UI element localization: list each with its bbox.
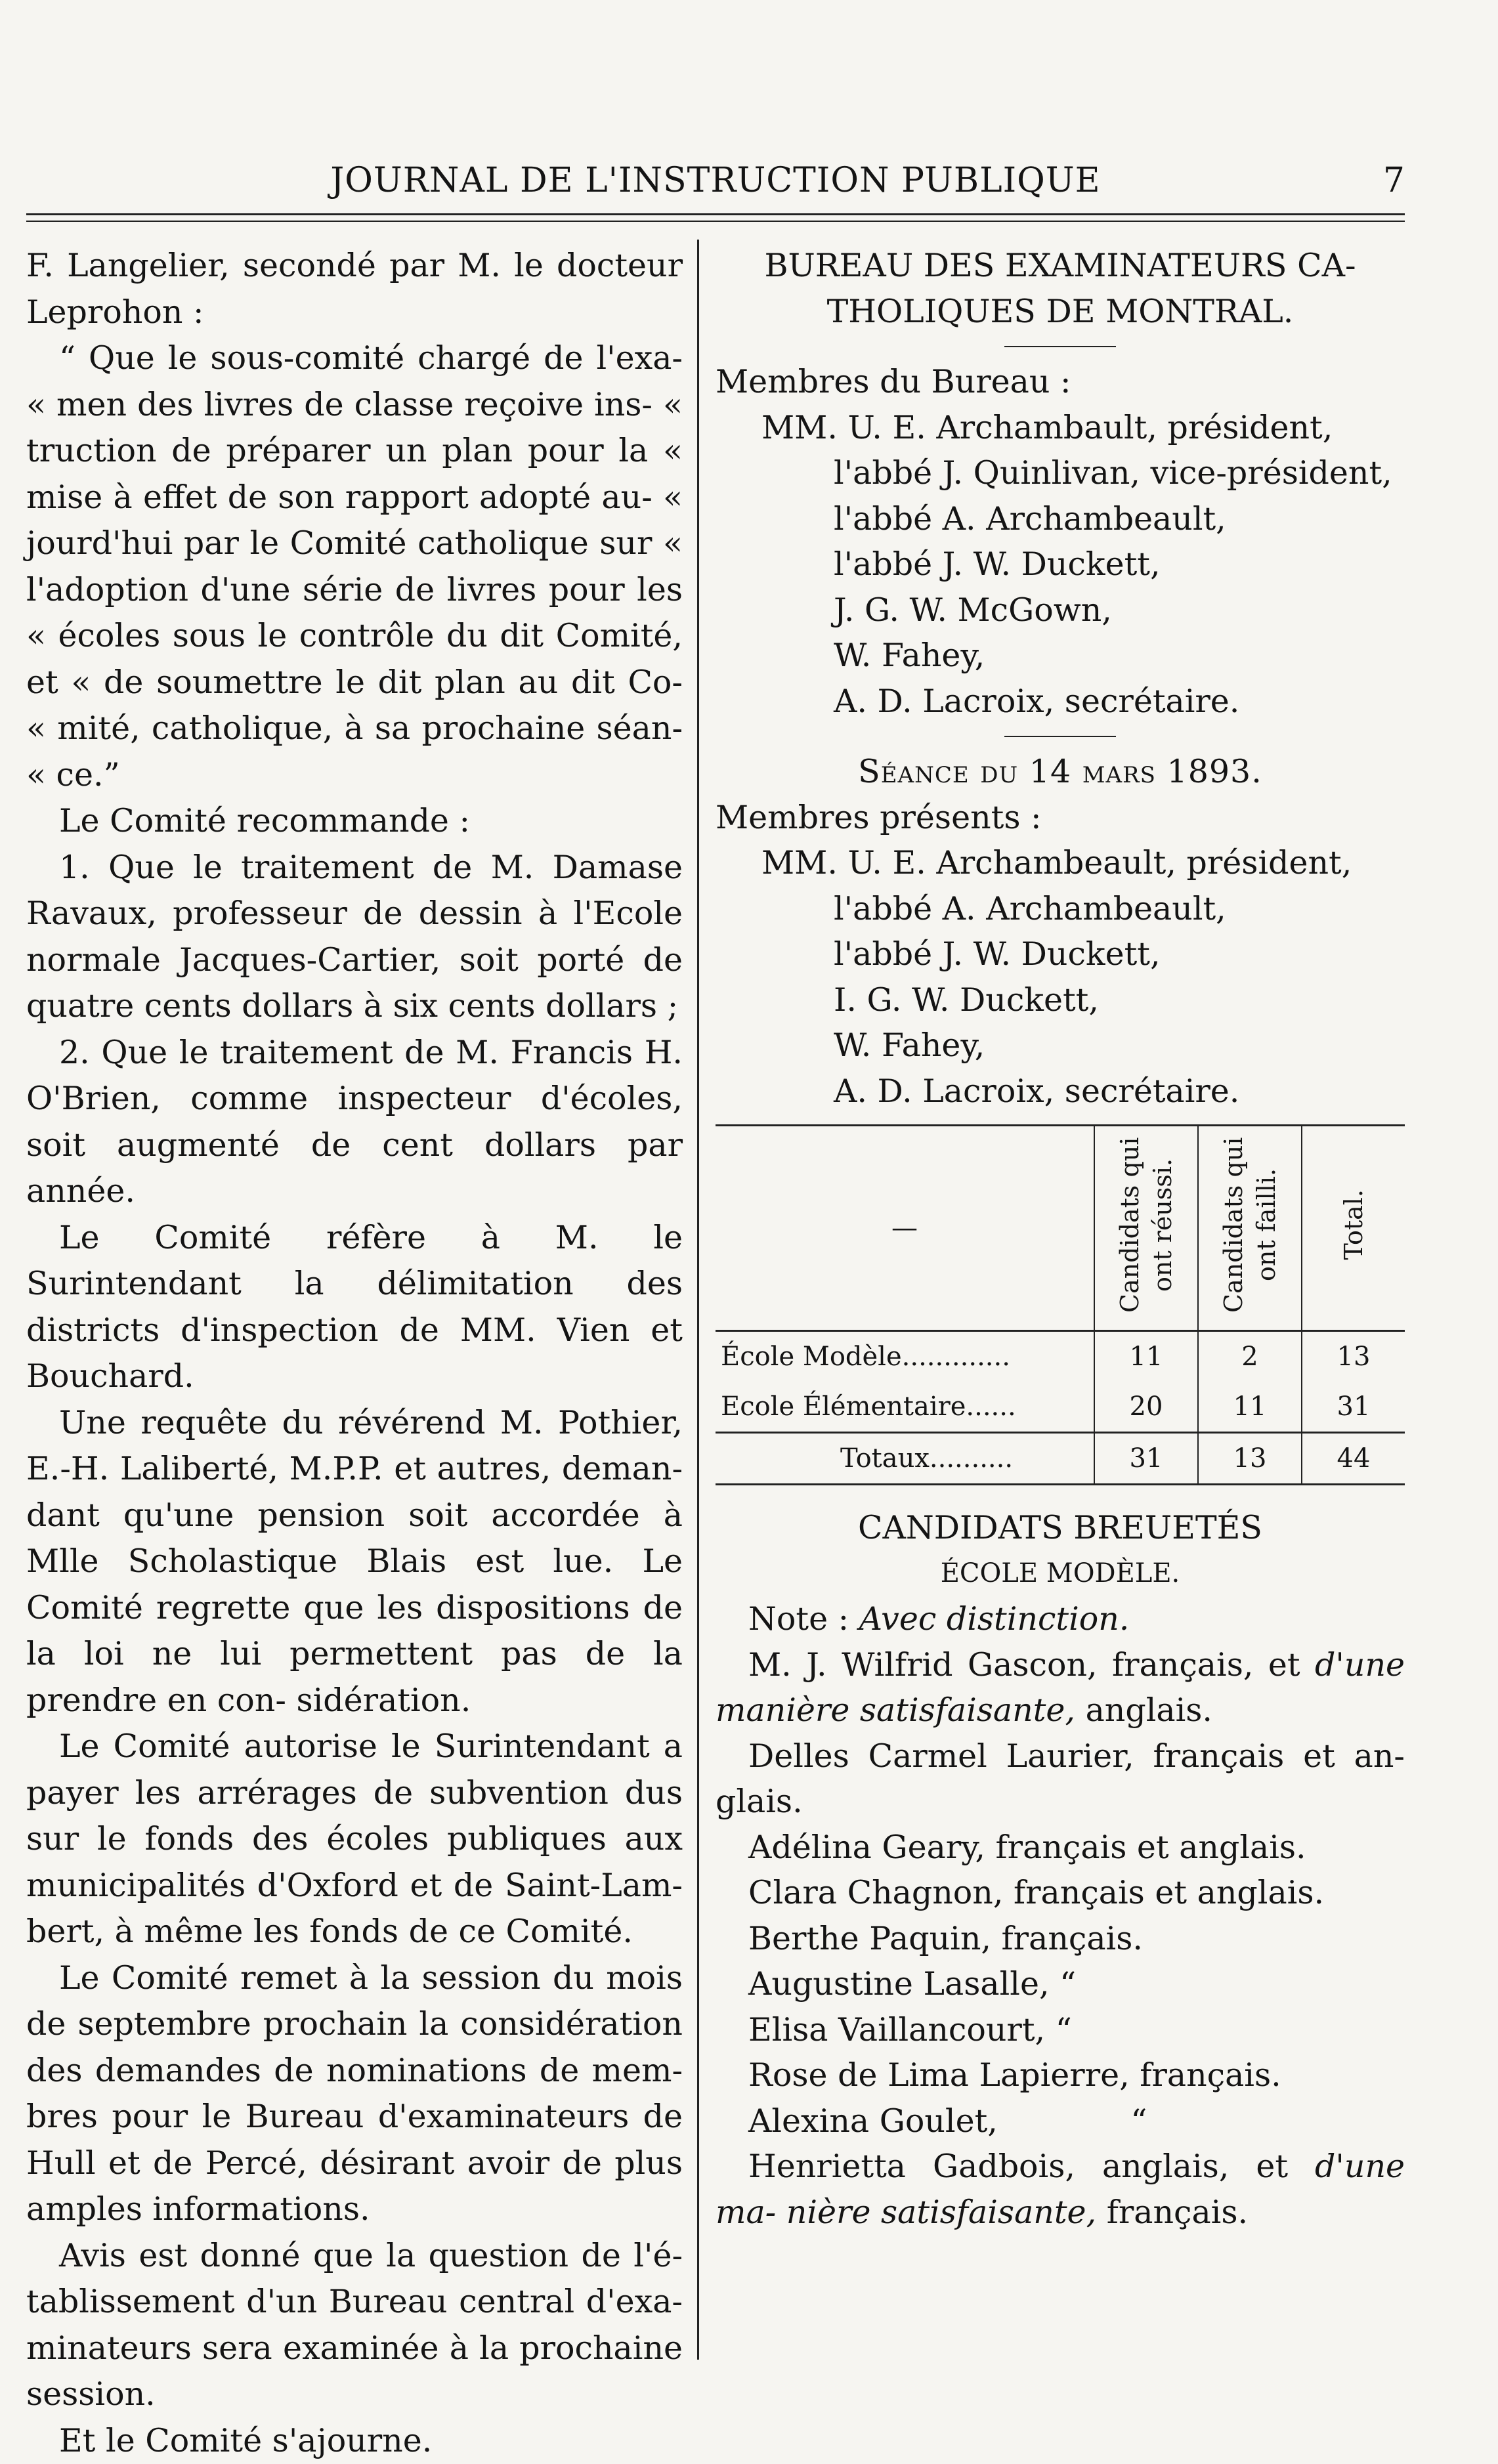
- header-text: Candidats qui ont failli.: [1217, 1126, 1283, 1323]
- members-label: Membres du Bureau :: [716, 359, 1405, 405]
- paragraph: Le Comité réfère à M. le Surintendant la délimitation des districts d'inspection de MM. Vien et Bouchard.: [26, 1215, 683, 1400]
- row-label: École Modèle.............: [716, 1331, 1094, 1382]
- paragraph: Le Comité recommande :: [26, 798, 683, 845]
- candidate-line: Rose de Lima Lapierre, français.: [716, 2052, 1405, 2098]
- page-number: 7: [1383, 161, 1405, 200]
- table-row: [716, 1331, 1405, 1382]
- results-table: [716, 1124, 1405, 1485]
- present-line: I. G. W. Duckett,: [716, 977, 1405, 1023]
- paragraph: 1. Que le traitement de M. Damase Ravaux, professeur de dessin à l'Ecole normale Jacques-Cartier, soit porté de quatre cents dollars à six cents dollars ;: [26, 845, 683, 1030]
- candidate-line: Adélina Geary, français et anglais.: [716, 1825, 1405, 1871]
- member-line: J. G. W. McGown,: [716, 587, 1405, 633]
- member-line: A. D. Lacroix, secrétaire.: [716, 679, 1405, 725]
- column-header-passed: [1094, 1126, 1198, 1331]
- bureau-title: BUREAU DES EXAMINATEURS CA- THOLIQUES DE MONTRAL.: [716, 243, 1405, 334]
- total-total: 44: [1302, 1433, 1405, 1485]
- candidate-line: Augustine Lasalle, “: [716, 1961, 1405, 2007]
- member-line: l'abbé J. W. Duckett,: [716, 542, 1405, 587]
- candidate-line: Elisa Vaillancourt, “: [716, 2007, 1405, 2053]
- note-text: Avec distinction.: [859, 1600, 1130, 1638]
- paragraph: Le Comité autorise le Surintendant a payer les arrérages de subvention dus sur le fonds des écoles publiques aux municipalités d'Oxford et de Saint-Lam- bert, à même les fonds de ce Comité.: [26, 1724, 683, 1955]
- right-column: [716, 243, 1405, 2235]
- cell-passed: 20: [1094, 1382, 1198, 1433]
- cell-total: 13: [1302, 1331, 1405, 1382]
- cell-total: 31: [1302, 1382, 1405, 1433]
- gascon-text-end: anglais.: [1086, 1691, 1212, 1729]
- gascon-text: M. J. Wilfrid Gascon, français, et: [748, 1646, 1300, 1684]
- present-line: A. D. Lacroix, secrétaire.: [716, 1069, 1405, 1115]
- left-column: [26, 243, 683, 2464]
- gadbois-text: Henrietta Gadbois, anglais, et: [748, 2148, 1288, 2185]
- journal-title: JOURNAL DE L'INSTRUCTION PUBLIQUE: [26, 161, 1405, 200]
- paragraph: Une requête du révérend M. Pothier, E.-H. Laliberté, M.P.P. et autres, deman- dant qu'une pension soit accordée à Mlle Scholastique Blais est lue. Le Comité regrette que les dispositions de la loi ne lui permettent pas de la prendre en con- sidération.: [26, 1400, 683, 1724]
- member-line: MM. U. E. Archambault, président,: [716, 405, 1405, 451]
- cell-passed: 11: [1094, 1331, 1198, 1382]
- column-divider: [697, 240, 699, 2360]
- member-line: W. Fahey,: [716, 633, 1405, 679]
- gadbois-italic: d'une ma- nière satisfaisante,: [716, 2148, 1405, 2231]
- header-text: Candidats qui ont réussi.: [1113, 1126, 1179, 1323]
- present-line: MM. U. E. Archambeault, président,: [716, 840, 1405, 886]
- paragraph: Avis est donné que la question de l'é- tablissement d'un Bureau central d'exa- minateurs sera examinée à la prochaine session.: [26, 2233, 683, 2418]
- note-label: Note :: [748, 1600, 849, 1638]
- present-line: W. Fahey,: [716, 1023, 1405, 1069]
- paragraph: “ Que le sous-comité chargé de l'exa- « men des livres de classe reçoive ins- « truction de préparer un plan pour la « mise à effet de son rapport adopté au- « jourd'hui par le Comité catholique sur « l'adoption d'une série de livres pour les « écoles sous le contrôle du dit Comité, et « de soumettre le dit plan au dit Co- « mité, catholique, à sa prochaine séan- « ce.”: [26, 335, 683, 798]
- totals-row: [716, 1433, 1405, 1485]
- total-passed: 31: [1094, 1433, 1198, 1485]
- present-line: l'abbé A. Archambeault,: [716, 886, 1405, 932]
- short-rule: [1004, 346, 1116, 347]
- totals-label: Totaux..........: [716, 1433, 1094, 1485]
- running-header: [26, 161, 1405, 207]
- header-rule-lower: [26, 221, 1405, 222]
- paragraph: F. Langelier, secondé par M. le docteur Leprohon :: [26, 243, 683, 335]
- candidate-line: [716, 1642, 1405, 1733]
- present-label: Membres présents :: [716, 795, 1405, 841]
- member-line: l'abbé J. Quinlivan, vice-président,: [716, 450, 1405, 496]
- total-failed: 13: [1198, 1433, 1302, 1485]
- cell-failed: 2: [1198, 1331, 1302, 1382]
- candidate-line: Clara Chagnon, français et anglais.: [716, 1870, 1405, 1916]
- breuetes-title: CANDIDATS BREUETÉS: [716, 1505, 1405, 1551]
- note-line: [716, 1596, 1405, 1642]
- row-label: Ecole Élémentaire......: [716, 1382, 1094, 1433]
- session-title: Séance du 14 mars 1893.: [716, 749, 1405, 795]
- short-rule: [1004, 736, 1116, 737]
- header-rule: [26, 213, 1405, 215]
- candidate-line: Alexina Goulet, “: [716, 2098, 1405, 2144]
- candidate-line: Berthe Paquin, français.: [716, 1916, 1405, 1962]
- candidate-line: [716, 2144, 1405, 2235]
- table-corner: —: [716, 1126, 1094, 1331]
- paragraph: 2. Que le traitement de M. Francis H. O'Brien, comme inspecteur d'écoles, soit augmenté de cent dollars par année.: [26, 1030, 683, 1215]
- column-header-total: [1302, 1126, 1405, 1331]
- member-line: l'abbé A. Archambeault,: [716, 496, 1405, 542]
- table-row: [716, 1382, 1405, 1433]
- paragraph: Et le Comité s'ajourne.: [26, 2418, 683, 2464]
- header-text: Total.: [1337, 1189, 1370, 1260]
- present-line: l'abbé J. W. Duckett,: [716, 931, 1405, 977]
- gadbois-text-end: français.: [1107, 2194, 1248, 2231]
- ecole-title: ÉCOLE MODÈLE.: [716, 1551, 1405, 1597]
- paragraph: Le Comité remet à la session du mois de septembre prochain la considération des demandes de nominations de mem- bres pour le Bureau d'examinateurs de Hull et de Percé, désirant avoir de plus amples informations.: [26, 1955, 683, 2233]
- gascon-italic: d'une manière satisfaisante,: [716, 1646, 1405, 1730]
- cell-failed: 11: [1198, 1382, 1302, 1433]
- column-header-failed: [1198, 1126, 1302, 1331]
- candidate-line: Delles Carmel Laurier, français et an- glais.: [716, 1733, 1405, 1825]
